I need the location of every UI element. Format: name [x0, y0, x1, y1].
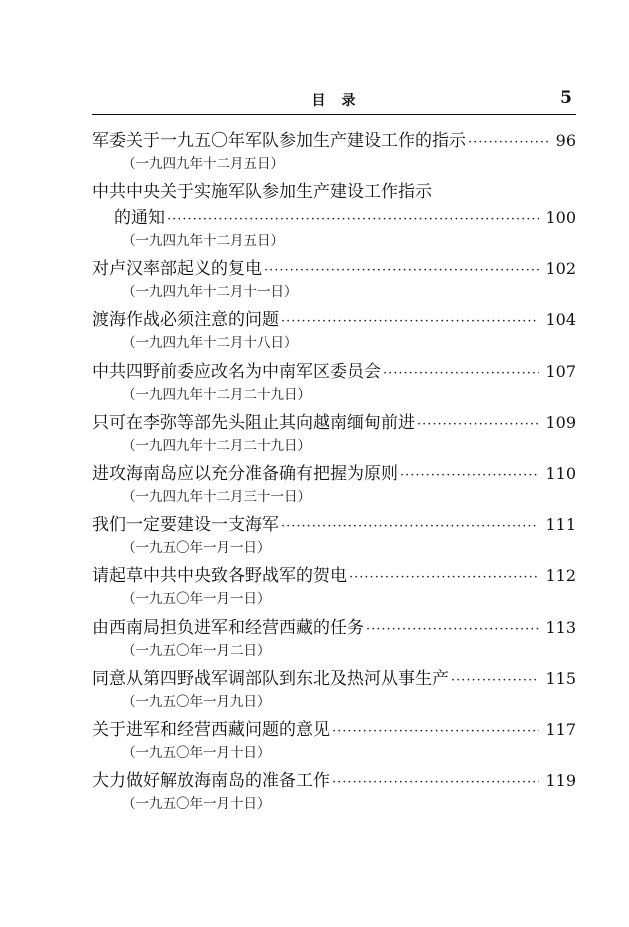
entry-page: 102	[545, 259, 576, 279]
leader-dots	[332, 775, 539, 790]
entry-title: 由西南局担负进军和经营西藏的任务	[92, 617, 364, 638]
entry-title: 中共四野前委应改名为中南军区委员会	[92, 361, 381, 382]
leader-dots	[281, 314, 539, 329]
toc-entry[interactable]	[92, 357, 576, 408]
toc-entry[interactable]	[92, 613, 576, 664]
leader-dots	[417, 417, 539, 432]
table-of-contents	[92, 126, 576, 817]
entry-page: 100	[545, 208, 576, 228]
leader-dots	[366, 622, 539, 637]
leader-dots	[349, 570, 539, 585]
running-header	[92, 88, 576, 115]
entry-date: （一九四九年十二月五日）	[122, 233, 284, 250]
entry-title: 进攻海南岛应以充分准备确有把握为原则	[92, 463, 398, 484]
toc-entry[interactable]	[92, 177, 576, 254]
leader-dots	[400, 468, 539, 483]
leader-dots	[383, 366, 539, 381]
header-title: 目 录	[311, 93, 357, 109]
leader-dots	[264, 263, 539, 278]
entry-date: （一九五〇年一月十日）	[122, 744, 271, 761]
entry-date: （一九四九年十二月十八日）	[122, 335, 298, 352]
toc-entry[interactable]	[92, 254, 576, 305]
toc-entry[interactable]	[92, 561, 576, 612]
entry-page: 110	[545, 463, 576, 483]
leader-dots	[468, 135, 550, 150]
entry-page: 117	[545, 719, 576, 739]
entry-title: 只可在李弥等部先头阻止其向越南缅甸前进	[92, 412, 415, 433]
toc-entry[interactable]	[92, 510, 576, 561]
entry-title: 关于进军和经营西藏问题的意见	[92, 719, 330, 740]
entry-date: （一九四九年十二月三十一日）	[122, 488, 311, 505]
entry-page: 115	[545, 668, 576, 688]
entry-page: 104	[545, 310, 576, 330]
entry-title: 大力做好解放海南岛的准备工作	[92, 771, 330, 792]
entry-title: 军委关于一九五〇年军队参加生产建设工作的指示	[92, 131, 466, 151]
toc-entry[interactable]	[92, 766, 576, 817]
toc-entry[interactable]	[92, 664, 576, 715]
entry-title-continued: 的通知	[114, 208, 165, 229]
toc-entry[interactable]	[92, 408, 576, 459]
leader-dots	[167, 212, 539, 227]
entry-title: 请起草中共中央致各野战军的贺电	[92, 566, 347, 587]
entry-title: 对卢汉率部起义的复电	[92, 259, 262, 280]
entry-title: 中共中央关于实施军队参加生产建设工作指示	[92, 182, 432, 203]
entry-title: 同意从第四野战军调部队到东北及热河从事生产	[92, 668, 449, 689]
entry-page: 119	[545, 771, 576, 791]
entry-page: 113	[545, 617, 576, 637]
entry-date: （一九四九年十二月十一日）	[122, 284, 298, 301]
entry-page: 111	[545, 515, 576, 535]
entry-date: （一九四九年十二月五日）	[122, 156, 284, 172]
entry-date: （一九五〇年一月十日）	[122, 796, 271, 813]
leader-dots	[332, 724, 539, 739]
entry-page: 107	[545, 361, 576, 381]
entry-date: （一九五〇年一月一日）	[122, 540, 271, 557]
leader-dots	[281, 519, 539, 534]
entry-page: 112	[545, 566, 576, 586]
entry-date: （一九五〇年一月二日）	[122, 642, 271, 659]
entry-date: （一九四九年十二月二十九日）	[122, 437, 311, 454]
entry-date: （一九四九年十二月二十九日）	[122, 386, 311, 403]
entry-title: 渡海作战必须注意的问题	[92, 310, 279, 331]
entry-page: 96	[555, 131, 576, 150]
toc-entry[interactable]	[92, 459, 576, 510]
toc-entry[interactable]	[92, 305, 576, 356]
toc-entry[interactable]	[92, 715, 576, 766]
page-number: 5	[560, 88, 572, 108]
leader-dots	[451, 673, 539, 688]
entry-page: 109	[545, 412, 576, 432]
entry-date: （一九五〇年一月九日）	[122, 693, 271, 710]
entry-title: 我们一定要建设一支海军	[92, 515, 279, 536]
entry-date: （一九五〇年一月一日）	[122, 591, 271, 608]
toc-entry[interactable]	[92, 126, 576, 177]
